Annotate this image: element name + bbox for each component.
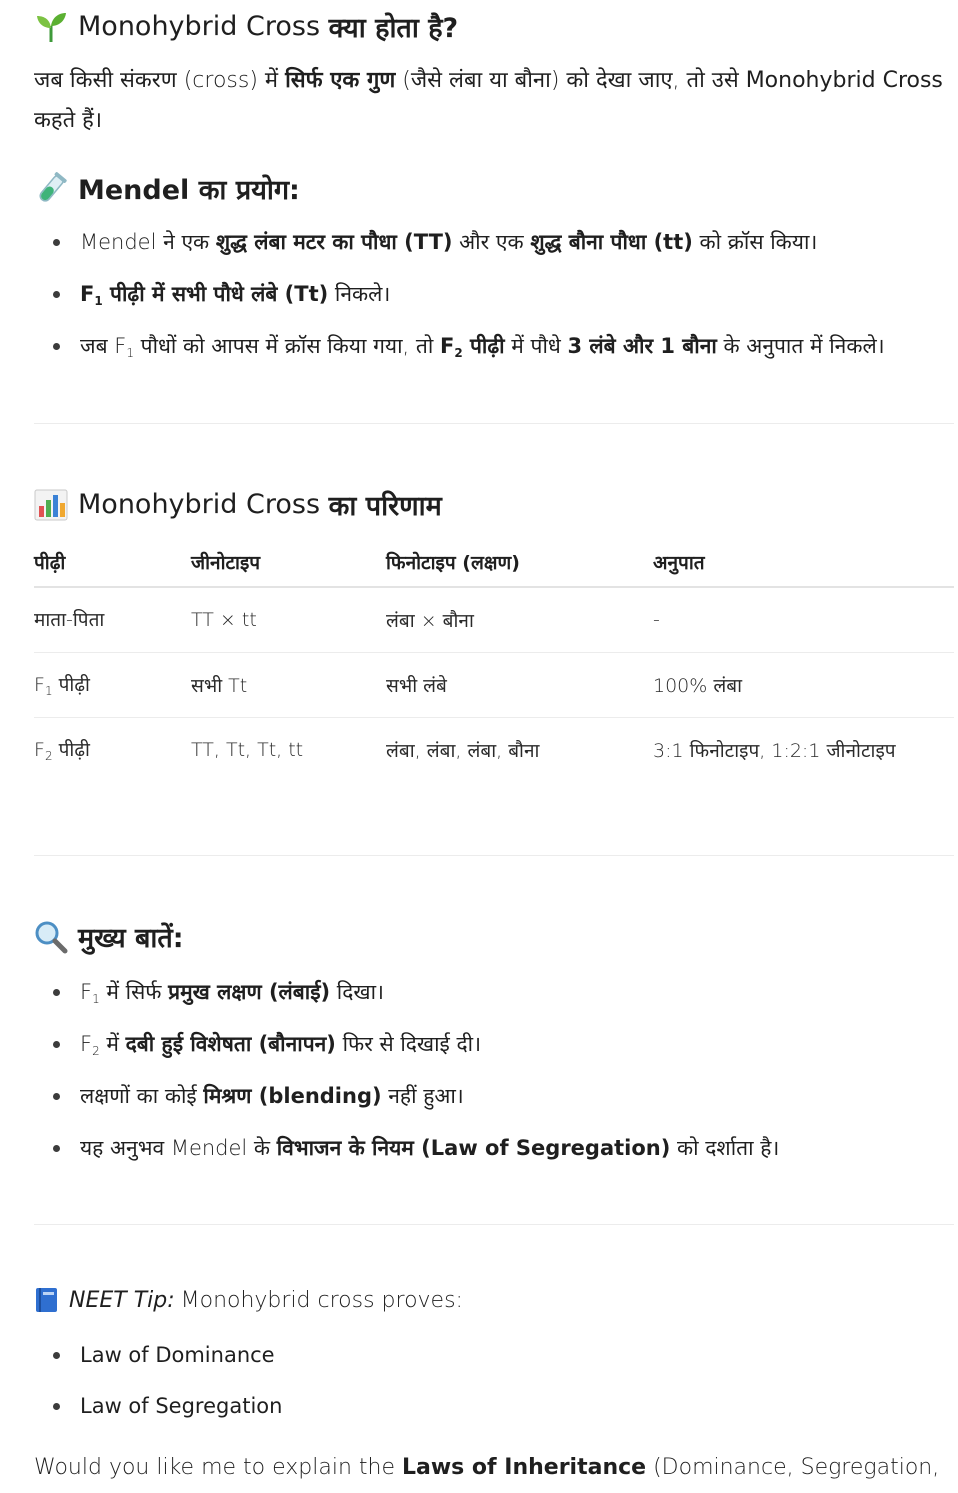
list-item: जब $F_1$ पौधों को आपस में क्रॉस किया गया, तो $F_2$ पीढ़ी में पौधे 3 लंबे और 1 बौना के अनुपात में निकले। bbox=[34, 331, 885, 361]
cell-generation: माता-पिता bbox=[34, 587, 191, 652]
seedling-icon bbox=[34, 10, 68, 44]
list-item: $F_1$ में सिर्फ प्रमुख लक्षण (लंबाई) दिखा। bbox=[34, 977, 779, 1007]
section1-title-hi: क्या होता है? bbox=[328, 13, 459, 44]
cell-ratio: 3:1 फिनोटाइप, 1:2:1 जीनोटाइप bbox=[653, 739, 896, 762]
col-header-generation: पीढ़ी bbox=[34, 537, 191, 587]
intro-bold-1: सिर्फ एक गुण bbox=[285, 68, 396, 93]
intro-text-2: (जैसे लंबा या बौना) को देखा जाए, तो उसे bbox=[395, 68, 746, 93]
list-item: $F_1$ पीढ़ी में सभी पौधे लंबे (Tt) निकले। bbox=[34, 279, 885, 309]
key-points-list bbox=[34, 977, 779, 1163]
tip-label: NEET Tip: bbox=[69, 1287, 175, 1313]
closing-question: Would you like me to explain the Laws of Inheritance (Dominance, Segregation, bbox=[34, 1455, 940, 1480]
divider bbox=[34, 423, 954, 424]
section3-title-en: Monohybrid Cross bbox=[78, 489, 321, 520]
divider bbox=[34, 855, 954, 856]
list-item: $F_2$ में दबी हुई विशेषता (बौनापन) फिर से दिखाई दी। bbox=[34, 1029, 779, 1059]
blue-book-icon bbox=[34, 1287, 60, 1313]
cell-genotype: सभी Tt bbox=[191, 652, 386, 717]
cell-ratio: - bbox=[653, 587, 954, 652]
col-header-ratio: अनुपात bbox=[653, 537, 954, 587]
section3-heading bbox=[34, 486, 442, 523]
cell-genotype: TT, Tt, Tt, tt bbox=[191, 738, 304, 761]
neet-tip bbox=[34, 1287, 463, 1313]
section1-title-en: Monohybrid Cross bbox=[78, 11, 321, 42]
table-header-row bbox=[34, 537, 954, 587]
list-item: लक्षणों का कोई मिश्रण (blending) नहीं हुआ। bbox=[34, 1081, 779, 1111]
test-tube-icon bbox=[34, 172, 68, 206]
table-row bbox=[34, 652, 954, 717]
divider bbox=[34, 1224, 954, 1225]
section4-heading bbox=[34, 918, 184, 955]
results-table bbox=[34, 537, 954, 782]
section2-heading bbox=[34, 170, 300, 207]
table-row bbox=[34, 587, 954, 652]
intro-paragraph bbox=[34, 61, 949, 141]
cell-phenotype: सभी लंबे bbox=[386, 652, 653, 717]
cell-generation: $F_2$ पीढ़ी bbox=[34, 739, 90, 764]
list-item: Mendel ने एक शुद्ध लंबा मटर का पौधा (TT) और एक शुद्ध बौना पौधा (tt) को क्रॉस किया। bbox=[34, 227, 885, 257]
cell-phenotype: लंबा × बौना bbox=[386, 587, 653, 652]
list-item: Law of Segregation bbox=[34, 1391, 282, 1421]
section1-heading bbox=[34, 8, 458, 45]
experiment-list bbox=[34, 227, 885, 361]
list-item: Law of Dominance bbox=[34, 1340, 282, 1370]
col-header-phenotype: फिनोटाइप (लक्षण) bbox=[386, 537, 653, 587]
cell-phenotype: लंबा, लंबा, लंबा, बौना bbox=[386, 739, 540, 762]
list-item: यह अनुभव Mendel के विभाजन के नियम (Law of Segregation) को दर्शाता है। bbox=[34, 1133, 779, 1163]
table-row bbox=[34, 717, 954, 782]
bar-chart-icon bbox=[34, 488, 68, 522]
magnifier-icon bbox=[34, 920, 68, 954]
cell-genotype: TT × tt bbox=[191, 587, 386, 652]
section4-title: मुख्य बातें: bbox=[78, 923, 184, 954]
section2-title: Mendel का प्रयोग: bbox=[78, 175, 300, 206]
cell-ratio: 100% लंबा bbox=[653, 652, 954, 717]
tip-text: Monohybrid cross proves: bbox=[180, 1287, 463, 1313]
section3-title-hi: का परिणाम bbox=[328, 491, 442, 522]
tip-list bbox=[34, 1340, 282, 1421]
intro-bold-2: Monohybrid Cross bbox=[745, 68, 943, 93]
intro-text-1: जब किसी संकरण (cross) में bbox=[34, 68, 286, 93]
col-header-genotype: जीनोटाइप bbox=[191, 537, 386, 587]
intro-text-3: कहते हैं। bbox=[34, 108, 103, 133]
cell-generation: $F_1$ पीढ़ी bbox=[34, 652, 191, 717]
